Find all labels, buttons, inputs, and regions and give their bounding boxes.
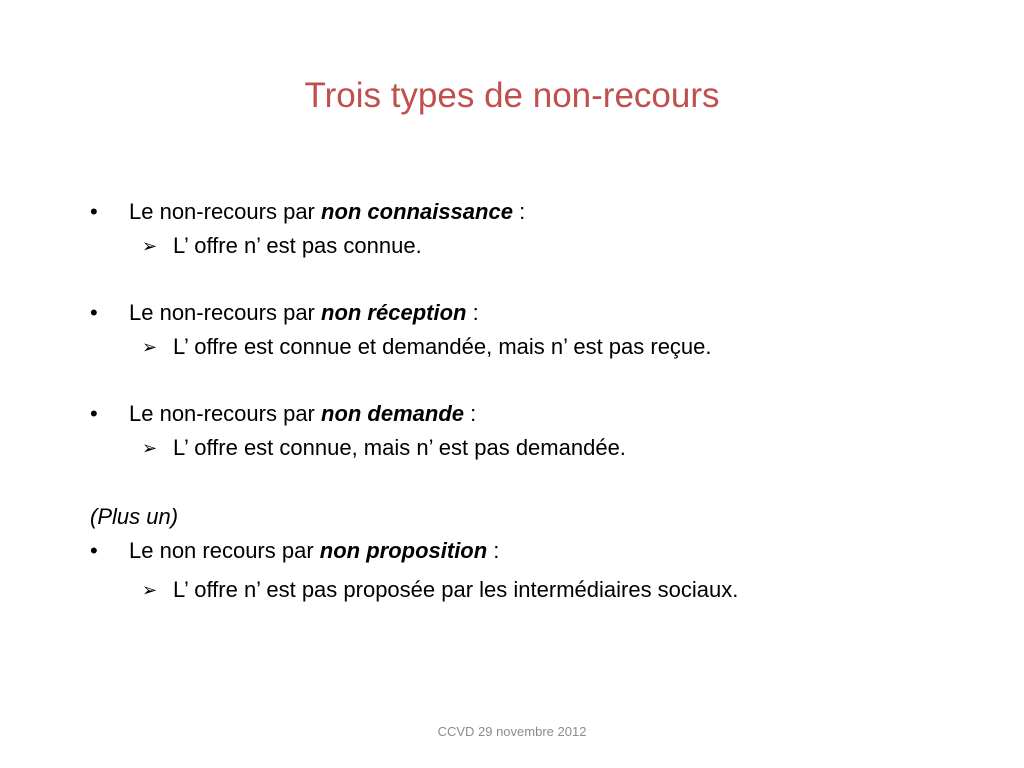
sub-item-text: L’ offre n’ est pas connue. <box>173 233 422 258</box>
bullet-suffix: : <box>487 538 500 563</box>
bullet-suffix: : <box>464 401 477 426</box>
bullet-icon: • <box>90 300 98 325</box>
bullet-text <box>129 535 499 567</box>
sub-item-text: L’ offre est connue et demandée, mais n’ est pas reçue. <box>173 334 712 359</box>
arrow-bullet-icon: ➢ <box>142 580 158 600</box>
bullet-term: non demande <box>321 401 465 426</box>
bullet-prefix: Le non recours par <box>129 538 320 563</box>
bullet-suffix: : <box>466 300 479 325</box>
bullet-text <box>129 196 525 228</box>
bullet-prefix: Le non-recours par <box>129 300 321 325</box>
arrow-bullet-icon: ➢ <box>142 438 158 458</box>
bullet-suffix: : <box>512 199 526 224</box>
arrow-bullet-icon: ➢ <box>142 236 158 256</box>
arrow-bullet-icon: ➢ <box>142 337 158 357</box>
bullet-icon: • <box>90 199 98 224</box>
bullet-term: non connaissance <box>321 199 513 224</box>
bullet-term: non réception <box>321 300 467 325</box>
sub-item-text: L’ offre n’ est pas proposée par les intermédiaires sociaux. <box>173 577 739 602</box>
bullet-text <box>129 297 479 329</box>
slide-title: Trois types de non-recours <box>304 76 720 115</box>
bullet-text <box>129 398 476 430</box>
sub-item-text: L’ offre est connue, mais n’ est pas demandée. <box>173 435 626 460</box>
bullet-prefix: Le non-recours par <box>129 401 321 426</box>
bullet-icon: • <box>90 401 98 426</box>
slide-footer: CCVD 29 novembre 2012 <box>437 724 587 739</box>
bullet-term: non proposition <box>319 538 488 563</box>
bullet-prefix: Le non-recours par <box>129 199 321 224</box>
bullet-icon: • <box>90 538 98 563</box>
extra-heading: (Plus un) <box>90 504 179 529</box>
